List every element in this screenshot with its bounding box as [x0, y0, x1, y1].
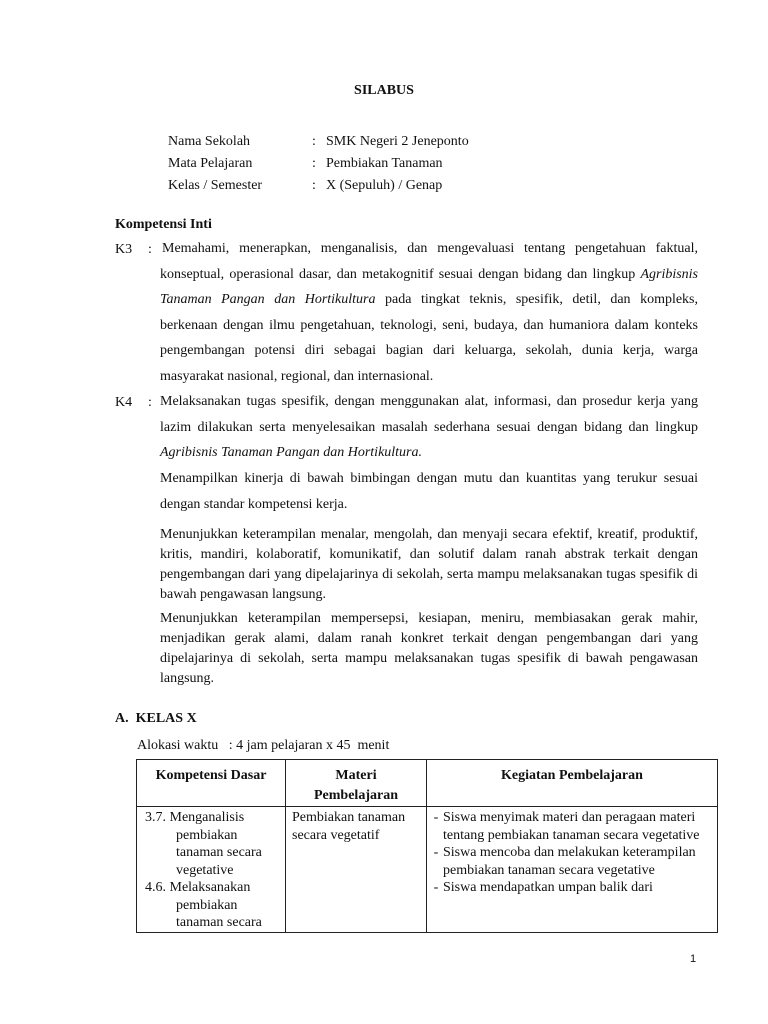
info-row-class: [168, 175, 469, 197]
header-kompetensi-dasar: Kompetensi Dasar: [137, 760, 286, 807]
info-row-school: [168, 131, 469, 153]
info-label: Kelas / Semester: [168, 178, 263, 193]
kd-line: tanaman secara: [176, 915, 262, 930]
k3-text: [160, 236, 698, 389]
info-value: X (Sepuluh) / Genap: [326, 178, 443, 193]
kegiatan-text: Siswa mendapatkan umpan balik dari: [442, 880, 653, 895]
header-kegiatan: Kegiatan Pembelajaran: [426, 760, 717, 807]
alokasi-waktu: Alokasi waktu : 4 jam pelajaran x 45 menit: [137, 738, 390, 753]
header-materi: [286, 760, 427, 807]
syllabus-table: [136, 759, 718, 933]
kd-cell: [137, 807, 286, 933]
k3-colon: :: [148, 242, 152, 257]
kegiatan-item: [429, 809, 709, 844]
info-separator: :: [312, 178, 316, 193]
kd-line: pembiakan: [176, 827, 238, 843]
kd-line: 3.7. Menganalisis: [145, 810, 245, 825]
kegiatan-text: Siswa menyimak materi dan peragaan materi tentang pembiakan tanaman secara vegetative: [442, 810, 700, 843]
kd-line: tanaman secara: [176, 845, 262, 860]
info-label: Mata Pelajaran: [168, 156, 253, 171]
k4-text: [160, 389, 698, 466]
dash-bullet: -: [433, 845, 439, 860]
k4-text-a: Melaksanakan tugas spesifik, dengan menggunakan alat, informasi, dan prosedur kerja yang lazim dilakukan serta menyelesaikan masalah sederhana sesuai dengan bidang dan lingkup: [160, 394, 698, 435]
kd-line: pembiakan: [176, 897, 238, 913]
table-row: [137, 807, 718, 933]
info-row-subject: [168, 153, 469, 175]
kd-line: vegetative: [176, 862, 234, 878]
kegiatan-cell: [426, 807, 717, 933]
info-value: Pembiakan Tanaman: [326, 156, 443, 171]
k3-label: K3: [115, 242, 133, 257]
school-info: [168, 131, 469, 197]
dash-bullet: -: [433, 810, 439, 825]
header-materi-text: Materi Pembelajaran: [314, 768, 398, 803]
kelas-heading: A. KELAS X: [115, 711, 197, 726]
k3-text-b: pada tingkat teknis, spesifik, detil, dan kompleks, berkenaan dengan ilmu pengetahuan, teknologi, seni, budaya, dan humaniora dalam konteks pengembangan potensi diri sebagai bagian dari keluarga, sekolah, dunia kerja, warga masyarakat nasional, regional, dan internasional.: [160, 292, 699, 384]
kompetensi-inti-heading: Kompetensi Inti: [115, 217, 212, 232]
table-header-row: [137, 760, 718, 807]
k4-italic: Agribisnis Tanaman Pangan dan Hortikultura.: [160, 445, 423, 460]
k4-paragraph-2: Menampilkan kinerja di bawah bimbingan dengan mutu dan kuantitas yang terukur sesuai dengan standar kompetensi kerja.: [160, 471, 698, 512]
kegiatan-item: [429, 879, 709, 897]
page-number: 1: [690, 953, 697, 965]
info-value: SMK Negeri 2 Jeneponto: [326, 134, 469, 149]
info-label: Nama Sekolah: [168, 134, 251, 149]
k4-paragraph-4: Menunjukkan keterampilan mempersepsi, kesiapan, meniru, membiasakan gerak mahir, menjadikan gerak alami, dalam ranah konkret terkait dengan pengembangan dari yang dipelajarinya di sekolah, serta mampu melaksanakan tugas spesifik di bawah pengawasan langsung.: [160, 611, 698, 686]
k4-paragraph-3: Menunjukkan keterampilan menalar, mengolah, dan menyaji secara efektif, kreatif, produktif, kritis, mandiri, kolaboratif, komunikatif, dan solutif dalam ranah abstrak terkait dengan pengembangan dari yang dipelajarinya di sekolah, serta mampu melaksanakan tugas spesifik di bawah pengawasan langsung.: [160, 527, 698, 602]
info-separator: :: [312, 156, 316, 171]
k3-italic: Agribisnis Tanaman Pangan dan Hortikultura: [160, 266, 699, 307]
kegiatan-text: Siswa mencoba dan melakukan keterampilan pembiakan tanaman secara vegetative: [442, 845, 696, 878]
info-separator: :: [312, 134, 316, 149]
kd-line: 4.6. Melaksanakan: [145, 880, 251, 895]
kegiatan-item: [429, 844, 709, 879]
materi-text: Pembiakan tanaman secara vegetatif: [292, 810, 406, 843]
page-title: SILABUS: [354, 83, 414, 98]
k4-colon: :: [148, 395, 152, 410]
materi-cell: [286, 807, 427, 933]
k3-text-a: Memahami, menerapkan, menganalisis, dan mengevaluasi tentang pengetahuan faktual, konseptual, operasional dasar, dan metakognitif sesuai dengan bidang dan lingkup: [160, 241, 698, 282]
k4-label: K4: [115, 395, 133, 410]
dash-bullet: -: [433, 880, 439, 895]
